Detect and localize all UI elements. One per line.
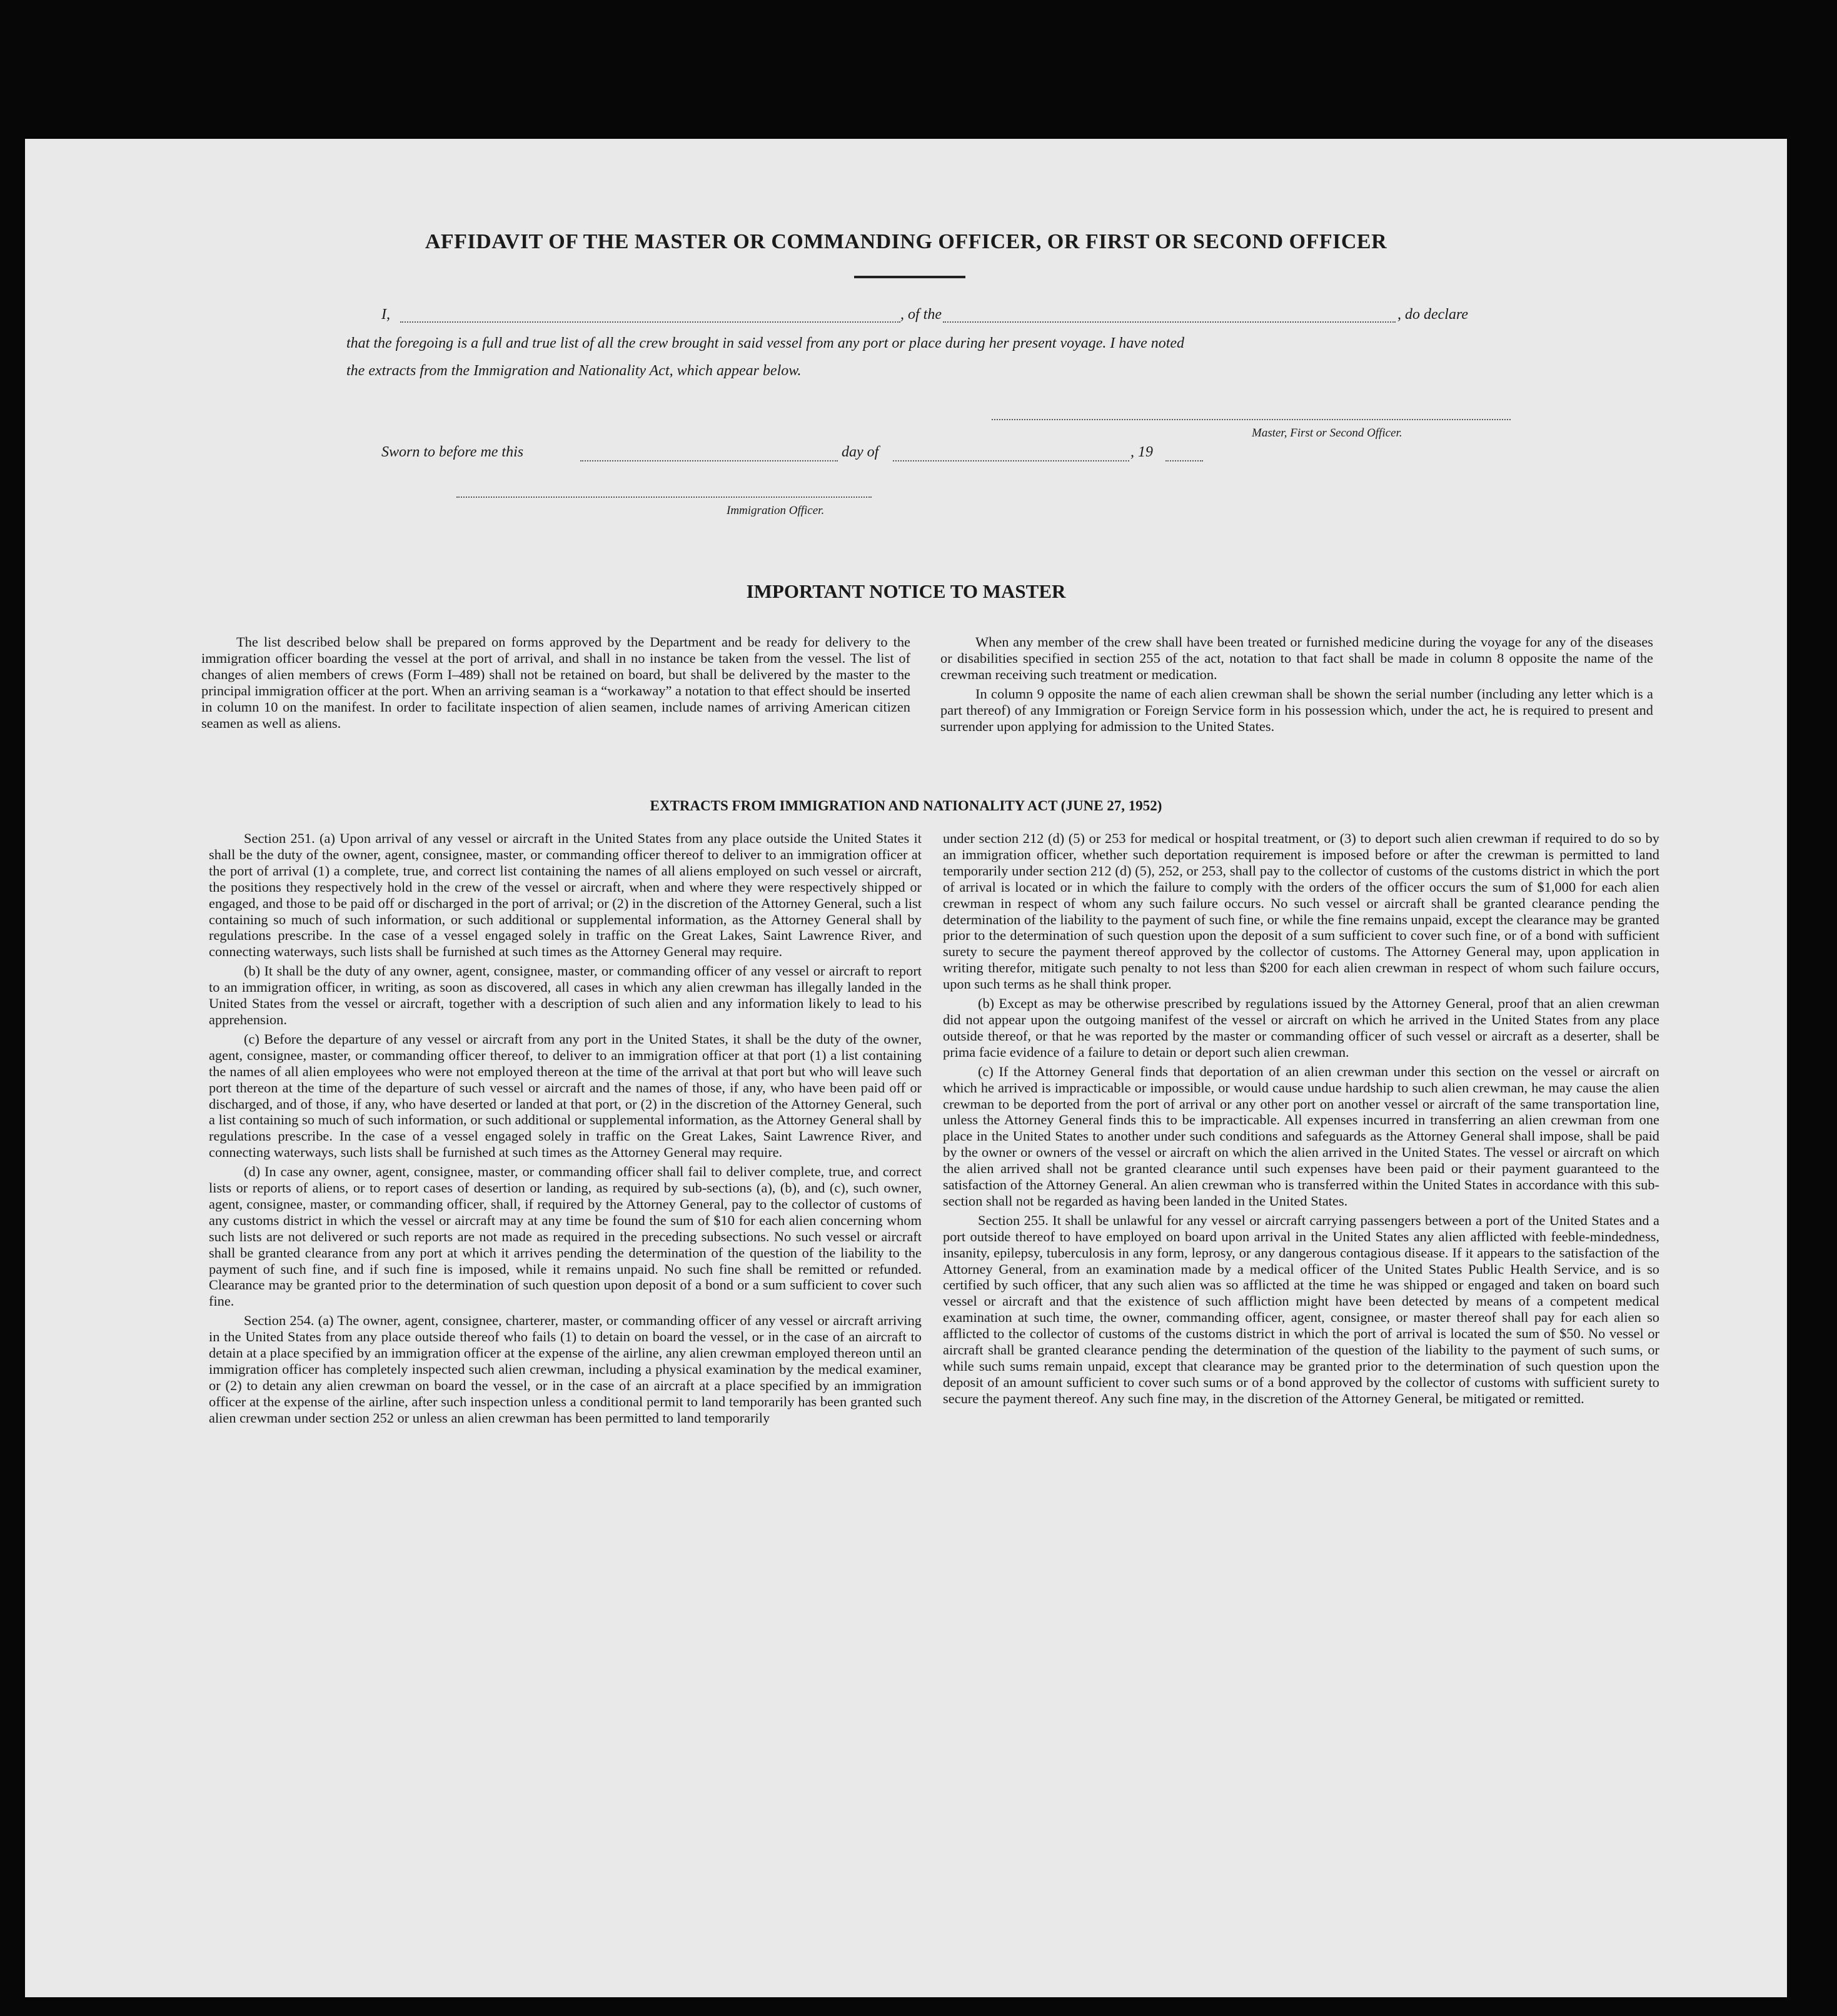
sworn-year-line[interactable] (1165, 460, 1203, 461)
notice-paragraph: In column 9 opposite the name of each alien crewman shall be shown the serial number (including any letter which is a part thereof) of any Immigration or Foreign Service form in his possession which, under the act, he is required to present and surrender upon applying for admission to the United States. (940, 685, 1653, 734)
day-of-label: day of (842, 444, 879, 460)
sworn-month-line[interactable] (893, 460, 1129, 461)
extract-paragraph: (b) It shall be the duty of any owner, agent, consignee, master, or commanding officer of any vessel or aircraft to report to an immigration officer, in writing, as soon as discovered, all cases in which any alien crewman has illegally landed in the United States from the vessel or aircraft, together with a description of such alien and any information likely to lead to his apprehension. (209, 963, 922, 1027)
declarant-label: I, (381, 306, 390, 323)
extract-paragraph: (c) If the Attorney General finds that deportation of an alien crewman under this section on the vessel or aircraft on which he arrived is impracticable or impossible, or would cause undue hardship to such alien crewman, he may cause the alien crewman to be deported from the port of arrival or any other port on another vessel or aircraft of the same transportation line, unless the Attorney General finds this to be impracticable. All expenses incurred in transferring an alien crewman from one place in the United States to another under such conditions and safeguards as the Attorney General shall impose, shall be paid by the owner or owners of the vessel or aircraft on which the alien arrived in the United States. The vessel or aircraft on which the alien arrived shall not be granted clearance until such expenses have been paid or their payment guaranteed to the satisfaction of the Attorney General. An alien crewman who is transferred within the United States in accordance with this sub-section shall not be regarded as having been landed in the United States. (943, 1063, 1659, 1209)
notice-paragraph: When any member of the crew shall have been treated or furnished medicine during the voyage for any of the diseases or disabilities specified in section 255 of the act, notation to that fact shall be made in column 8 opposite the name of the crewman receiving such treatment or medication. (940, 634, 1653, 682)
title-divider (854, 276, 965, 278)
notice-left-column (201, 634, 910, 734)
extract-paragraph: (d) In case any owner, agent, consignee, master, or commanding officer shall fail to deliver complete, true, and correct lists or reports of aliens, or to report cases of desertion or landing, as required by sub-sections (a), (b), and (c), such owner, agent, consignee, master, or commanding officer, shall, if required by the Attorney General, pay to the collector of customs of any customs district in which the vessel or aircraft may at any time be found the sum of $10 for each alien concerning whom such lists are not delivered or such reports are not made as required in the preceding subsections. No such vessel or aircraft shall be granted clearance from any port at which it arrives pending the determination of the question of the liability to the payment of such fine, and if such fine is imposed, while it remains unpaid. No such fine shall be remitted or refunded. Clearance may be granted prior to the determination of such question upon deposit of a bond or a sum sufficient to cover such fine. (209, 1164, 922, 1309)
declaration-text-1: that the foregoing is a full and true list of all the crew brought in said vessel from any port or place during her present voyage. I have noted (346, 335, 1185, 351)
declare-label: , do declare (1397, 306, 1469, 323)
master-signature-line[interactable] (992, 419, 1511, 420)
extract-paragraph: (b) Except as may be otherwise prescribed by regulations issued by the Attorney General, proof that an alien crewman did not appear upon the outgoing manifest of the vessel or aircraft on which he arrived in the United States from any place outside thereof, or that he was reported by the master or commanding officer of such vessel or aircraft as a deserter, shall be prima facie evidence of a failure to detain or deport such alien crewman. (943, 995, 1659, 1060)
extract-paragraph: Section 255. It shall be unlawful for any vessel or aircraft carrying passengers between a port of the United States and a port outside thereof to have employed on board upon arrival in the United States any alien afflicted with feeble-mindedness, insanity, epilepsy, tuberculosis in any form, leprosy, or any dangerous contagious disease. If it appears to the satisfaction of the Attorney General, from an examination made by a medical officer of the United States Public Health Service, and is so certified by such officer, that any such alien was so afflicted at the time he was shipped or engaged and taken on board such vessel or aircraft and that the existence of such affliction might have been detected by means of a competent medical examination at such time, the owner, commanding officer, agent, consignee, or master thereof shall pay for each alien so afflicted to the collector of customs of the customs district in which the port of arrival is located the sum of $50. No vessel or aircraft shall be granted clearance pending the determination of the question of the liability to the payment of such sums, or while such sums remain unpaid, except that clearance may be granted prior to the determination of such question upon the deposit of an amount sufficient to cover such sums or of a bond approved by the collector of customs with sufficient surety to secure the payment thereof. Any such fine may, in the discretion of the Attorney General, be mitigated or remitted. (943, 1212, 1659, 1406)
sworn-label: Sworn to before me this (381, 444, 524, 460)
officer-signature-line[interactable] (456, 496, 872, 498)
notice-paragraph: The list described below shall be prepared on forms approved by the Department and be ready for delivery to the immigration officer boarding the vessel at the port of arrival, and shall in no instance be taken from the vessel. The list of changes of alien members of crews (Form I–489) shall not be retained on board, but shall be delivered by the master to the principal immigration officer at the port. When an arriving seaman is a “workaway” a notation to that effect should be inserted in column 10 on the manifest. In order to facilitate inspection of alien seamen, include names of arriving American citizen seamen as well as aliens. (201, 634, 910, 731)
extract-paragraph: under section 212 (d) (5) or 253 for medical or hospital treatment, or (3) to deport such alien crewman if required to do so by an immigration officer, whether such deportation requirement is imposed before or after the crewman is permitted to land temporarily under section 212 (d) (5), 252, or 253, shall pay to the collector of customs of the customs district in which the port of arrival is located or in which the failure to comply with the orders of the officer occurs the sum of $1,000 for each alien crewman in respect of whom any such failure occurs. No such vessel or aircraft shall be granted clearance pending the determination of the liability to the payment of such fine, or while the fine remains unpaid, except the clearance may be granted prior to the determination of such question upon the deposit of a sum sufficient to cover such fine, or of a bond with sufficient surety to secure the payment thereof approved by the collector of customs. The Attorney General may, upon application in writing therefor, mitigate such penalty to not less than $200 for each alien crewman in respect of whom such failure occurs, upon such terms as he shall think proper. (943, 830, 1659, 992)
form-page (25, 139, 1787, 1997)
extracts-heading: EXTRACTS FROM IMMIGRATION AND NATIONALITY ACT (JUNE 27, 1952) (650, 798, 1162, 814)
master-signature-caption: Master, First or Second Officer. (1252, 426, 1402, 440)
year-label: , 19 (1130, 444, 1153, 460)
vessel-name-line[interactable] (943, 321, 1396, 323)
declaration-text-2: the extracts from the Immigration and Nationality Act, which appear below. (346, 363, 802, 379)
vessel-label: , of the (900, 306, 942, 323)
extract-paragraph: Section 254. (a) The owner, agent, consignee, charterer, master, or commanding officer of any vessel or aircraft arriving in the United States from any place outside thereof who fails (1) to detain on board the vessel, or in the case of an aircraft to detain at a place specified by an immigration officer at the expense of the airline, any alien crewman employed thereon until an immigration officer has completely inspected such alien crewman, including a physical examination by the medical examiner, or (2) to detain any alien crewman on board the vessel, or in the case of an aircraft at a place specified by an immigration officer at the expense of the airline, after such inspection unless a conditional permit to land temporarily has been granted such alien crewman under section 252 or unless an alien crewman has been permitted to land temporarily (209, 1313, 922, 1426)
extracts-right-column (943, 830, 1659, 1410)
declarant-name-line[interactable] (400, 321, 900, 323)
extract-paragraph: Section 251. (a) Upon arrival of any vessel or aircraft in the United States from any place outside the United States it shall be the duty of the owner, agent, consignee, master, or commanding officer thereof to deliver to an immigration officer at the port of arrival (1) a complete, true, and correct list containing the names of all aliens employed on such vessel or aircraft, the positions they respectively hold in the crew of the vessel or aircraft, when and where they were respectively shipped or engaged, and those to be paid off or discharged in the port of arrival; or (2) in the discretion of the Attorney General, such a list containing so much of such information, or such additional or supplemental information, as the Attorney General shall by regulations prescribe. In the case of a vessel engaged solely in traffic on the Great Lakes, Saint Lawrence River, and connecting waterways, such lists shall be furnished at such times as the Attorney General may require. (209, 830, 922, 960)
extract-paragraph: (c) Before the departure of any vessel or aircraft from any port in the United States, it shall be the duty of the owner, agent, consignee, master, or commanding officer thereof, to deliver to an immigration officer at that port (1) a list containing the names of all alien employees who were not employed thereon at the time of the arrival at that port but who will leave such port thereon at the time of the departure of such vessel or aircraft and the names of those, if any, who have been paid off or discharged, and of those, if any, who have deserted or landed at that port, or (2) in the discretion of the Attorney General, such a list containing so much of such information, or such additional or supplemental information, as the Attorney General shall by regulations prescribe. In the case of a vessel engaged solely in traffic on the Great Lakes, Saint Lawrence River, and connecting waterways, such lists shall be furnished at such times as the Attorney General may require. (209, 1031, 922, 1161)
affidavit-title: AFFIDAVIT OF THE MASTER OR COMMANDING OFFICER, OR FIRST OR SECOND OFFICER (425, 230, 1387, 253)
sworn-day-line[interactable] (580, 460, 838, 461)
notice-right-column (940, 634, 1653, 737)
extracts-left-column (209, 830, 922, 1429)
officer-signature-caption: Immigration Officer. (727, 504, 825, 517)
notice-heading: IMPORTANT NOTICE TO MASTER (746, 580, 1066, 602)
